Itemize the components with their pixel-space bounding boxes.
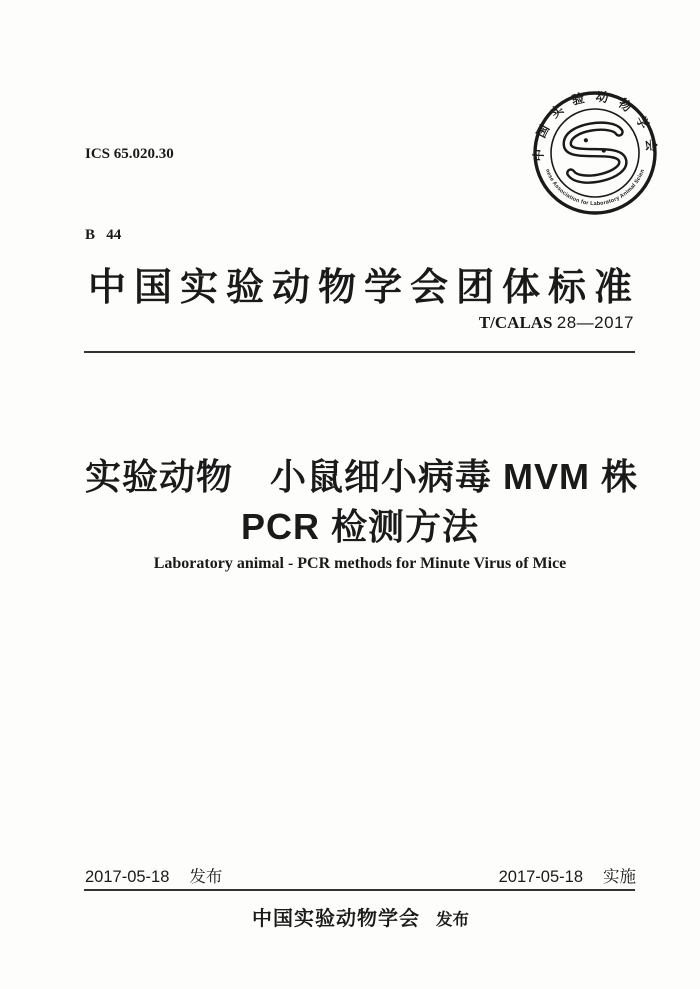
issue-date: 2017-05-18 <box>85 868 170 886</box>
implementation-date-group <box>499 863 636 887</box>
document-title-line1: 实验动物 小鼠细小病毒 MVM 株 <box>85 456 638 497</box>
document-title <box>85 452 638 552</box>
logo-chinese-name: 中国实验动物学会 <box>531 89 659 162</box>
footer-dates <box>85 863 636 887</box>
implementation-date: 2017-05-18 <box>498 868 583 886</box>
logo-s-mark <box>564 123 625 182</box>
footer-rule <box>84 889 635 891</box>
document-title-english: Laboratory animal - PCR methods for Minute Virus of Mice <box>153 555 567 572</box>
classification-code: B 44 <box>85 227 122 243</box>
designation-prefix: T/CALAS <box>478 313 553 332</box>
ics-code: ICS 65.020.30 <box>85 146 174 162</box>
calas-logo <box>531 89 659 217</box>
designation-number: 28—2017 <box>556 313 634 332</box>
issue-date-group <box>85 863 222 887</box>
publisher-name: 中国实验动物学会 <box>252 908 420 930</box>
header-rule <box>84 351 635 353</box>
publisher-line <box>85 902 636 931</box>
logo-english-name: Chinese Association for Laboratory Animal Sciences <box>543 149 647 208</box>
document-title-line2: PCR 检测方法 <box>240 506 479 547</box>
s-mark-fill <box>564 123 625 182</box>
s-mark-dot-upper <box>583 138 588 143</box>
standard-designation <box>479 313 634 333</box>
society-standard-heading: 中国实验动物学会团体标准 <box>87 267 640 309</box>
implementation-label: 实施 <box>603 868 636 886</box>
publisher-action: 发布 <box>436 910 469 929</box>
issue-label: 发布 <box>189 868 223 886</box>
